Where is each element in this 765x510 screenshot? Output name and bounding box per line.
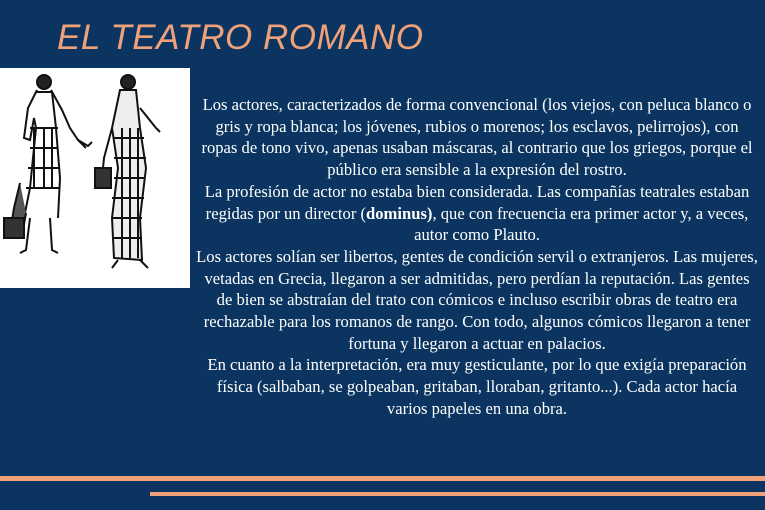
- paragraph-interpretation: [196, 354, 758, 419]
- paragraph-actors: [196, 94, 758, 181]
- roman-actors-drawing: [0, 68, 190, 288]
- actor-figure-left: [4, 75, 92, 253]
- body-text: [196, 94, 758, 420]
- dominus-term: dominus): [366, 203, 433, 223]
- paragraph-text: En cuanto a la interpretación, era muy gesticulante, por lo que exigía preparación física (salbaban, se golpeaban, gritaban, lloraban, gritanto...). Cada actor hacía varios papeles en una obra.: [207, 355, 747, 418]
- paragraph-text: La profesión de actor no estaba bien considerada. Las compañías teatrales estaban regidas por un director (: [204, 181, 750, 223]
- slide-title: EL TEATRO ROMANO: [57, 18, 424, 57]
- paragraph-text: Los actores, caracterizados de forma convencional (los viejos, con peluca blanco o gris y ropa blanca; los jóvenes, rubios o morenos; los esclavos, pelirrojos), con ropas de tono vivo, apenas usaban máscaras, al contrario que los griegos, porque el público era sensible a la expresión del rostro.: [201, 95, 753, 180]
- paragraph-profession: [196, 181, 758, 246]
- paragraph-text: Los actores solían ser libertos, gentes de condición servil o extranjeros. Las mujeres, vetadas en Grecia, llegaron a ser admitidas, pero perdían la reputación. Las gentes de bien se abstraían del trato con cómicos e incluso escribir obras de teatro era rechazable para los romanos de rango. Con todo, algunos cómicos llegaron a tener fortuna y llegaron a actuar en palacios.: [196, 246, 758, 353]
- paragraph-text: , que con frecuencia era primer actor y, a veces, autor como Plauto.: [414, 203, 749, 245]
- accent-line-bottom-secondary: [150, 492, 765, 496]
- roman-actors-illustration: [0, 68, 190, 288]
- paragraph-status: [196, 246, 758, 355]
- actor-figure-right: [95, 75, 160, 268]
- accent-line-bottom: [0, 476, 765, 481]
